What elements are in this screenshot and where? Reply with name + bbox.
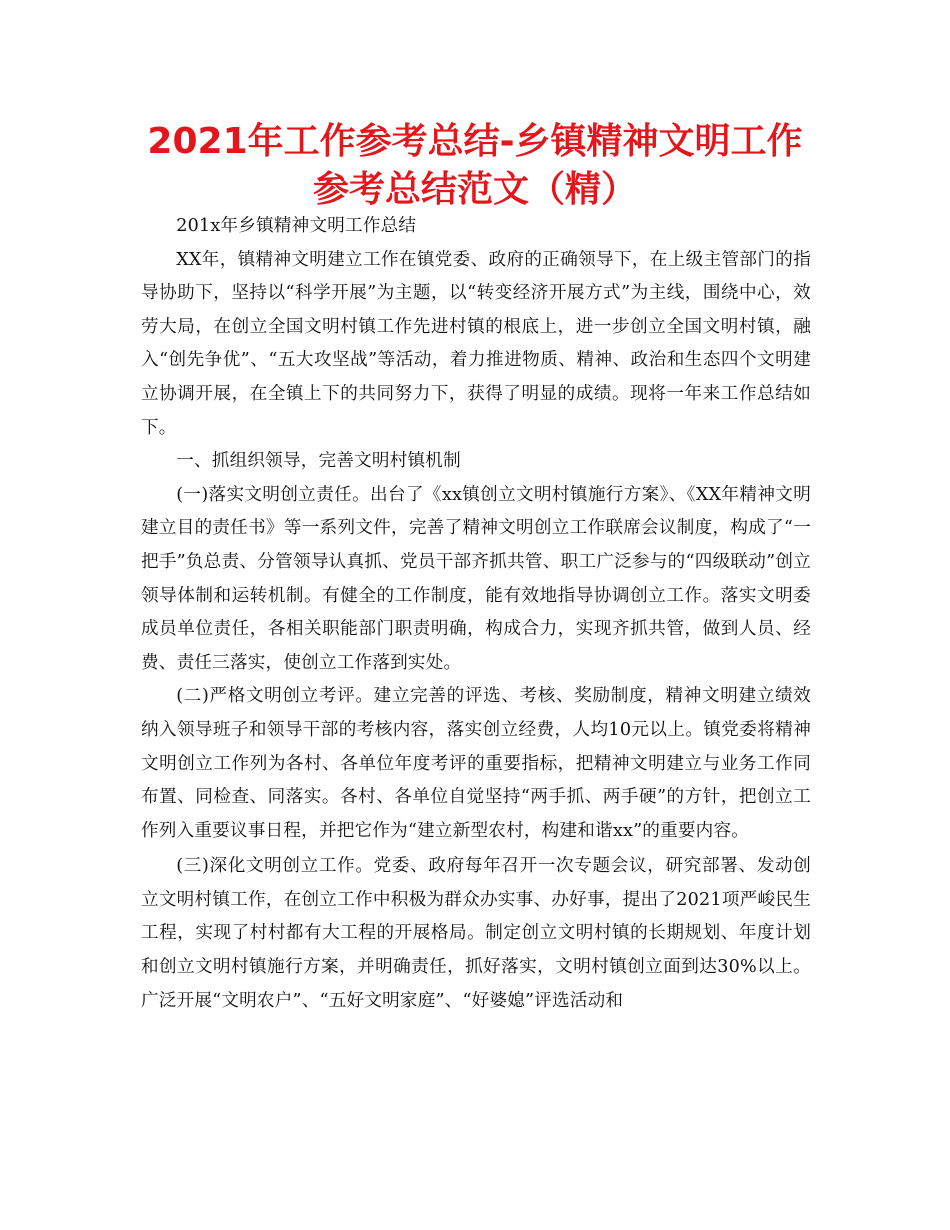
document-body [141, 210, 811, 1018]
section-heading-1: 一、抓组织领导，完善文明村镇机制 [176, 451, 461, 472]
document-title: 2021年工作参考总结-乡镇精神文明工作参考总结范文（精） [147, 121, 803, 210]
paragraph-item-2: (二)严格文明创立考评。建立完善的评选、考核、奖励制度，精神文明建立绩效纳入领导班子和领导干部的考核内容，落实创立经费，人均10元以上。镇党委将精神文明创立工作列为各村、各单位年度考评的重要指标，把精神文明建立与业务工作同布置、同检查、同落实。各村、各单位自觉坚持“两手抓、两手硬”的方针，把创立工作列入重要议事日程，并把它作为“建立新型农村，构建和谐xx”的重要内容。 [141, 686, 811, 841]
paragraph-item-1: (一)落实文明创立责任。出台了《xx镇创立文明村镇施行方案》、《XX年精神文明建立目的责任书》等一系列文件，完善了精神文明创立工作联席会议制度，构成了“一把手”负总责、分管领导认真抓、党员干部齐抓共管、职工广泛参与的“四级联动”创立领导体制和运转机制。有健全的工作制度，能有效地指导协调创立工作。落实文明委成员单位责任，各相关职能部门职责明确，构成合力，实现齐抓共管，做到人员、经费、责任三落实，使创立工作落到实处。 [141, 484, 811, 673]
paragraph-item-3: (三)深化文明创立工作。党委、政府每年召开一次专题会议，研究部署、发动创立文明村镇工作，在创立工作中积极为群众办实事、办好事，提出了2021项严峻民生工程，实现了村村都有大工程的开展格局。制定创立文明村镇的长期规划、年度计划和创立文明村镇施行方案，并明确责任，抓好落实，文明村镇创立面到达30%以上。广泛开展“文明农户”、“五好文明家庭”、“好婆媳”评选活动和 [141, 856, 811, 1011]
paragraph-intro: XX年，镇精神文明建立工作在镇党委、政府的正确领导下，在上级主管部门的指导协助下，坚持以“科学开展”为主题，以“转变经济开展方式”为主线，围绕中心，效劳大局，在创立全国文明村镇工作先进村镇的根底上，进一步创立全国文明村镇，融入“创先争优”、“五大攻坚战”等活动，着力推进物质、精神、政治和生态四个文明建立协调开展，在全镇上下的共同努力下，获得了明显的成绩。现将一年来工作总结如下。 [141, 249, 811, 438]
document-subtitle: 201x年乡镇精神文明工作总结 [176, 216, 417, 236]
